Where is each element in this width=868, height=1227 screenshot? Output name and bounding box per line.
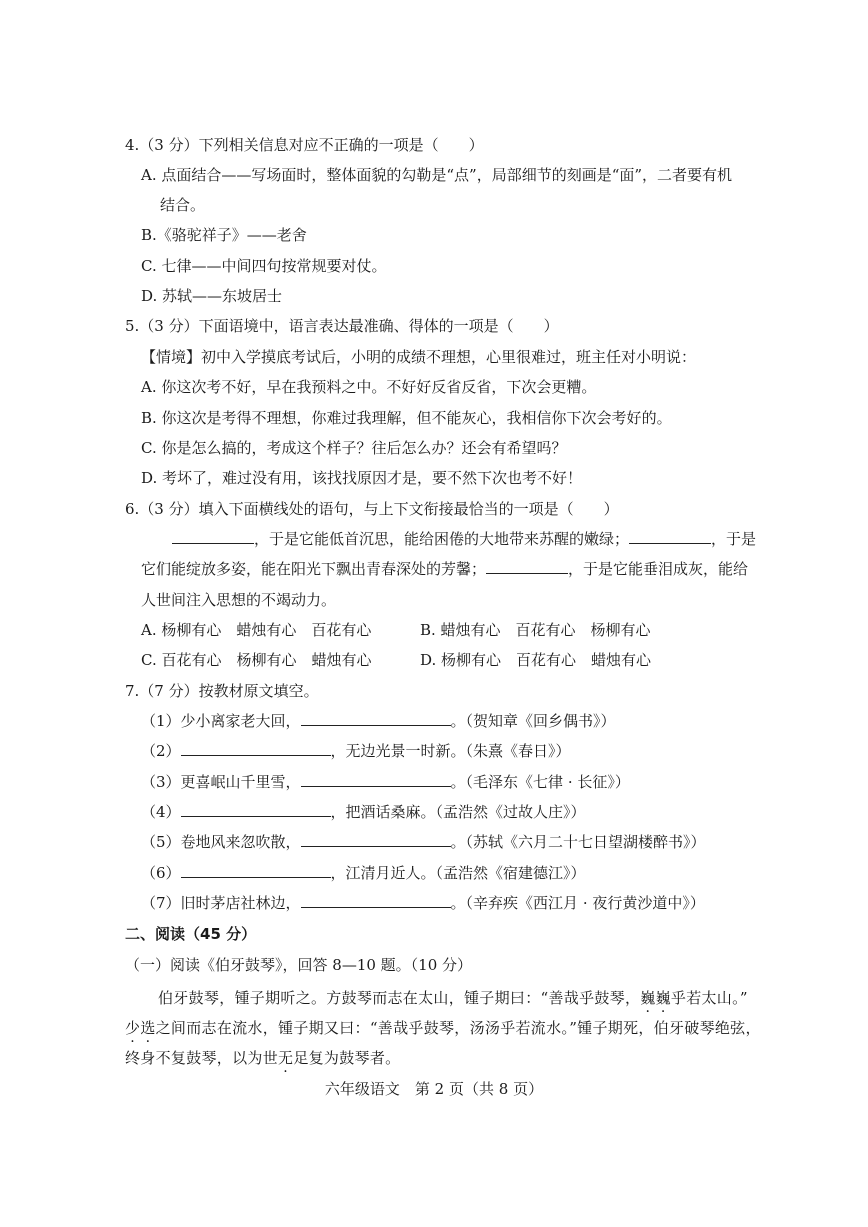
q6-option-d: D. 杨柳有心 百花有心 蜡烛有心: [420, 651, 652, 669]
answer-blank[interactable]: [301, 772, 451, 787]
emphasis-char: 巍: [655, 989, 671, 1007]
q5-context: 【情境】初中入学摸底考试后，小明的成绩不理想，心里很难过，班主任对小明说：: [141, 348, 697, 366]
q5-option-c: C. 你是怎么搞的，考成这个样子？往后怎么办？还会有希望吗？: [141, 439, 567, 457]
q4-option-a: A. 点面结合——写场面时，整体面貌的勾勒是“点”，局部细节的刻画是“面”，二者要有机: [141, 166, 733, 184]
q7-item-7: （7）旧时茅店社林边， 。（辛弃疾《西江月 · 夜行黄沙道中》）: [141, 894, 705, 912]
q7-item-2: （2） ，无边光景一时新。（朱熹《春日》）: [141, 742, 571, 760]
q5-stem: 5.（3 分）下面语境中，语言表达最准确、得体的一项是（ ）: [125, 317, 559, 335]
q4-stem: 4.（3 分）下列相关信息对应不正确的一项是（ ）: [125, 136, 484, 154]
blank-line: [172, 529, 254, 544]
q6-stem: 6.（3 分）填入下面横线处的语句，与上下文衔接最恰当的一项是（ ）: [125, 500, 619, 518]
emphasis-char: 巍: [640, 989, 656, 1007]
q6-passage-line-2: 它们能绽放多姿，能在阳光下飘出青春深处的芳馨； ，于是它能垂泪成灰，能给: [141, 560, 749, 578]
q7-item-6: （6） ，江清月近人。（孟浩然《宿建德江》）: [141, 864, 586, 882]
q7-stem: 7.（7 分）按教材原文填空。: [125, 682, 319, 700]
answer-blank[interactable]: [301, 893, 451, 908]
q5-option-b: B. 你这次是考得不理想，你难过我理解，但不能灰心，我相信你下次会考好的。: [141, 409, 672, 427]
q5-option-d: D. 考坏了，难过没有用，该找找原因才是，要不然下次也考不好！: [141, 469, 583, 487]
q4-option-d: D. 苏轼——东坡居士: [141, 287, 283, 305]
page-footer: 六年级语文 第 2 页（共 8 页）: [324, 1080, 544, 1098]
classical-text-line-1: 伯牙鼓琴，锺子期听之。方鼓琴而志在太山，锺子期曰：“善哉乎鼓琴，巍巍乎若太山。”: [158, 989, 748, 1007]
emphasis-char: 无: [278, 1049, 294, 1067]
emphasis-char: 少: [125, 1019, 141, 1037]
blank-line: [629, 529, 711, 544]
q6-passage-line-3: 人世间注入思想的不竭动力。: [141, 591, 337, 609]
q7-item-4: （4） ，把酒话桑麻。（孟浩然《过故人庄》）: [141, 803, 586, 821]
emphasis-char: 选: [140, 1019, 156, 1037]
answer-blank[interactable]: [181, 863, 331, 878]
section-heading: 二、阅读（45 分）: [125, 925, 257, 943]
answer-blank[interactable]: [181, 741, 331, 756]
q6-option-a: A. 杨柳有心 蜡烛有心 百花有心: [141, 621, 372, 639]
q4-option-b: B.《骆驼祥子》——老舍: [141, 226, 307, 244]
reading-subheading: （一）阅读《伯牙鼓琴》，回答 8—10 题。（10 分）: [125, 956, 473, 974]
q6-passage-line-1: ，于是它能低首沉思，能给困倦的大地带来苏醒的嫩绿； ，于是: [172, 529, 756, 549]
answer-blank[interactable]: [301, 832, 451, 847]
blank-line: [486, 559, 568, 574]
answer-blank[interactable]: [181, 802, 331, 817]
q7-item-1: （1）少小离家老大回， 。（贺知章《回乡偶书》）: [141, 712, 616, 730]
q5-option-a: A. 你这次考不好，早在我预料之中。不好好反省反省，下次会更糟。: [141, 378, 597, 396]
q4-option-c: C. 七律——中间四句按常规要对仗。: [141, 257, 387, 275]
q7-item-5: （5）卷地风来忽吹散， 。（苏轼《六月二十七日望湖楼醉书》）: [141, 833, 706, 851]
q4-option-a-cont: 结合。: [160, 196, 206, 214]
classical-text-line-2: 少选之间而志在流水，锺子期又曰：“善哉乎鼓琴，汤汤乎若流水。”锺子期死，伯牙破琴绝弦，: [125, 1019, 761, 1037]
q7-item-3: （3）更喜岷山千里雪， 。（毛泽东《七律 · 长征》）: [141, 773, 630, 791]
q6-option-c: C. 百花有心 杨柳有心 蜡烛有心: [141, 651, 372, 669]
classical-text-line-3: 终身不复鼓琴，以为世无足复为鼓琴者。: [125, 1049, 401, 1067]
q6-option-b: B. 蜡烛有心 百花有心 杨柳有心: [420, 621, 651, 639]
answer-blank[interactable]: [301, 711, 451, 726]
